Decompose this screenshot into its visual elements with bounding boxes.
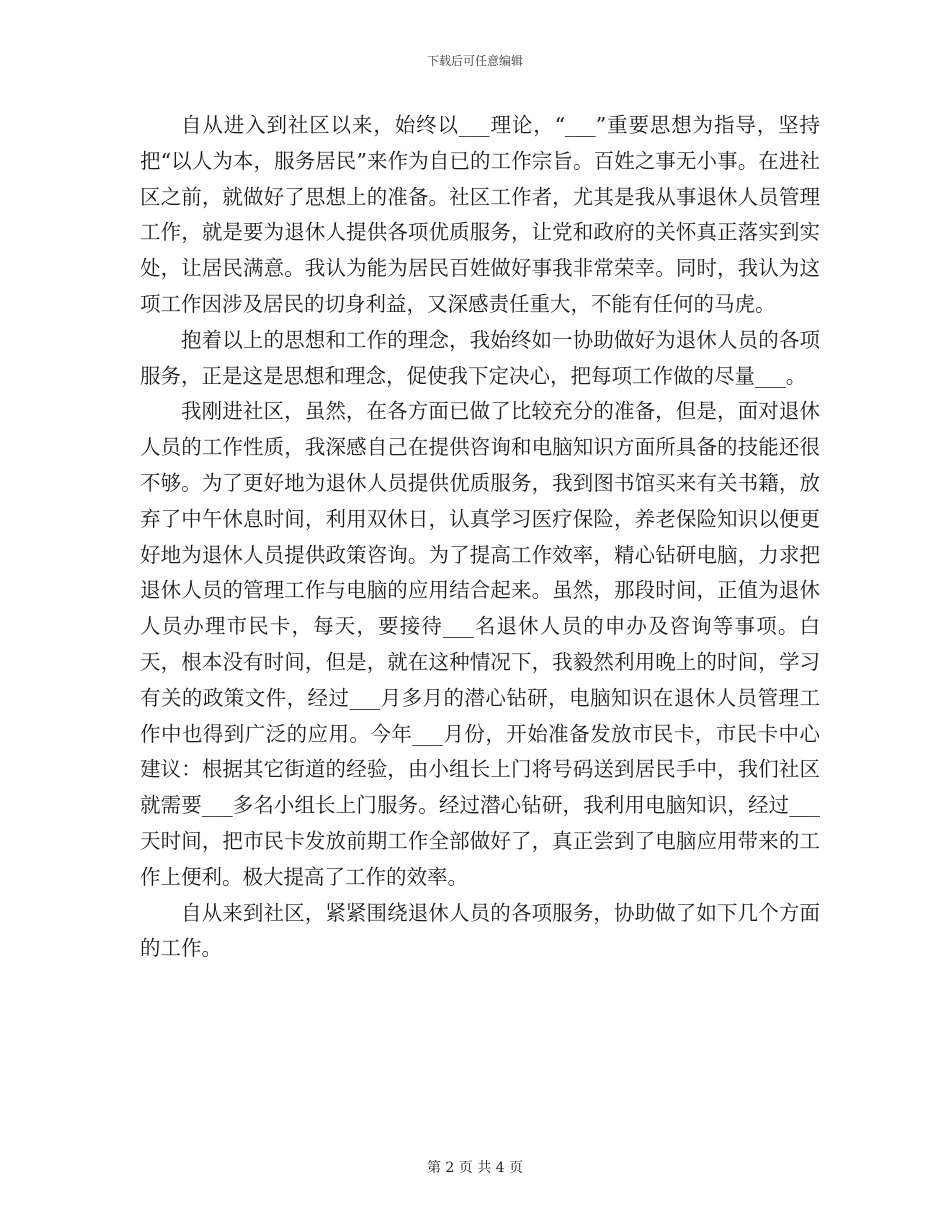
paragraph-1: 自从进入到社区以来，始终以___理论，“___”重要思想为指导，坚持把“以人为本，服务居民”来作为自已的工作宗旨。百姓之事无小事。在进社区之前，就做好了思想上的准备。社区工作者，尤其是我从事退休人员管理工作，就是要为退休人提供各项优质服务，让党和政府的关怀真正落实到实处，让居民满意。我认为能为居民百姓做好事我非常荣幸。同时，我认为这项工作因涉及居民的切身利益，又深感责任重大，不能有任何的马虎。 <box>140 113 820 316</box>
paragraph-3: 我刚进社区，虽然，在各方面已做了比较充分的准备，但是，面对退休人员的工作性质，我深感自己在提供咨询和电脑知识方面所具备的技能还很不够。为了更好地为退休人员提供优质服务，我到图书馆买来有关书籍，放弃了中午休息时间，利用双休日，认真学习医疗保险，养老保险知识以便更好地为退休人员提供政策咨询。为了提高工作效率，精心钻研电脑，力求把退休人员的管理工作与电脑的应用结合起来。虽然，那段时间，正值为退休人员办理市民卡，每天，要接待___名退休人员的申办及咨询等事项。白天，根本没有时间，但是，就在这种情况下，我毅然利用晚上的时间，学习有关的政策文件，经过___月多月的潜心钻研，电脑知识在退休人员管理工作中也得到广泛的应用。今年___月份，开始准备发放市民卡，市民卡中心建议：根据其它街道的经验，由小组长上门将号码送到居民手中，我们社区就需要___多名小组长上门服务。经过潜心钻研，我利用电脑知识，经过___天时间，把市民卡发放前期工作全部做好了，真正尝到了电脑应用带来的工作上便利。极大提高了工作的效率。 <box>140 399 820 889</box>
page-header: 下载后可任意编辑 <box>426 54 523 68</box>
document-body <box>140 108 820 967</box>
page-footer: 第 2 页 共 4 页 <box>426 1160 524 1176</box>
paragraph-2: 抱着以上的思想和工作的理念，我始终如一协助做好为退休人员的各项服务，正是这是思想和理念，促使我下定决心，把每项工作做的尽量___。 <box>140 327 820 388</box>
paragraph-4: 自从来到社区，紧紧围绕退休人员的各项服务，协助做了如下几个方面的工作。 <box>140 900 820 961</box>
